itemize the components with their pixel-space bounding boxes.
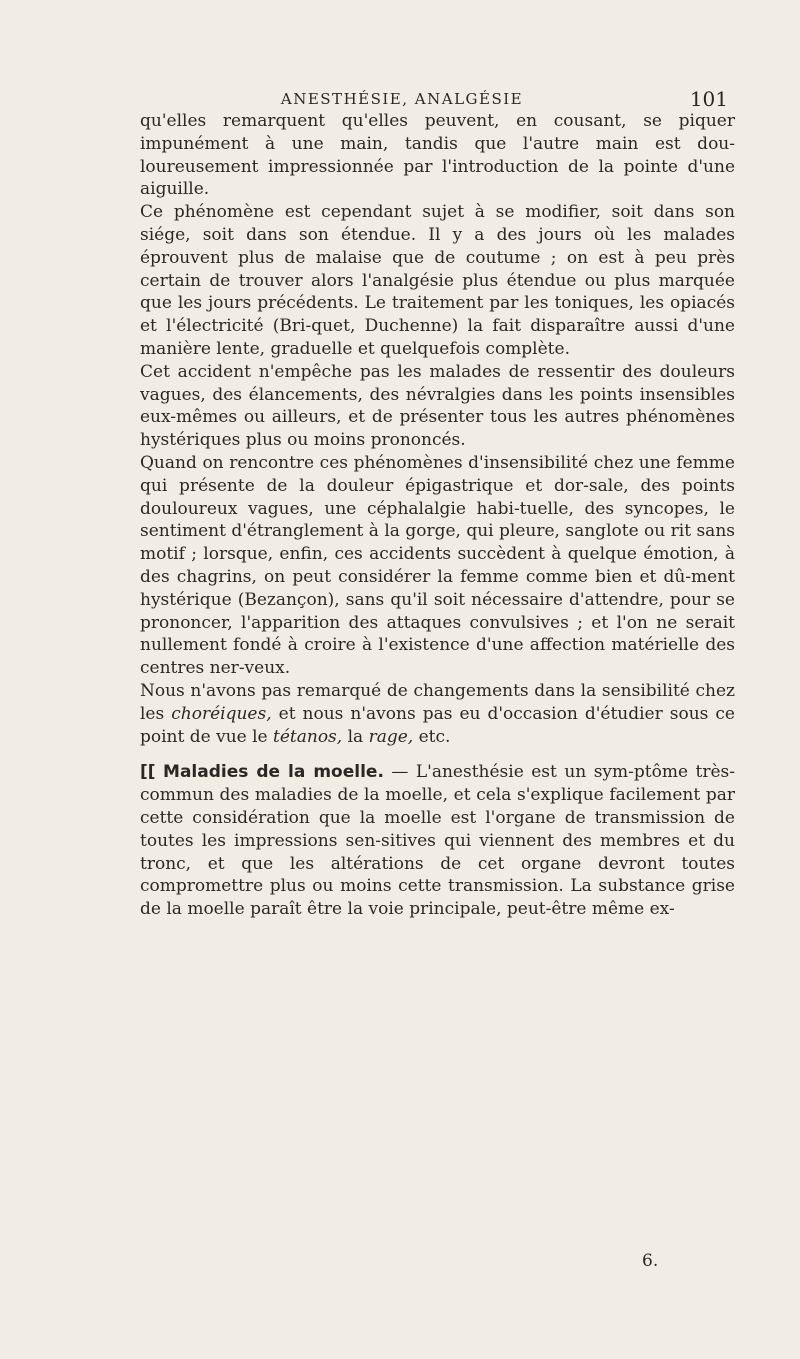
emphasis-tetanos: tétanos, — [273, 726, 343, 747]
section-title: Maladies de la moelle. — [163, 762, 384, 783]
paragraph-5-text-c: la — [342, 726, 369, 747]
section-paragraph — [140, 761, 735, 921]
emphasis-choreiques: choréiques, — [171, 703, 272, 724]
page-number: 101 — [689, 87, 728, 111]
body-text — [140, 110, 735, 921]
section-spacer — [140, 748, 735, 761]
paragraph-2: Ce phénomène est cependant sujet à se modifier, soit dans son siége, soit dans son étendue. Il y a des jours où les malades éprouvent plus de malaise que de coutume ; on est à peu près certain de trouver alors l'analgésie plus étendue ou plus marquée que les jours précédents. Le traitement par les toniques, les opiacés et l'électricité (Bri-quet, Duchenne) la fait disparaître aussi d'une manière lente, graduelle et quelquefois complète. — [140, 202, 735, 359]
signature-mark: 6. — [642, 1251, 659, 1271]
paragraph-1: qu'elles remarquent qu'elles peuvent, en cousant, se piquer impunément à une main, tandis que l'autre main est dou-loureusement impressionnée par l'introduction de la pointe d'une aiguille. — [140, 111, 735, 200]
emphasis-rage: rage, — [368, 726, 414, 747]
paragraph-5-text-d: etc. — [413, 726, 451, 747]
paragraph-4: Quand on rencontre ces phénomènes d'insensibilité chez une femme qui présente de la douleur épigastrique et dor-sale, des points douloureux vagues, une céphalalgie habi-tuelle, des syncopes, le sentiment d'étranglement à la gorge, qui pleure, sanglote ou rit sans motif ; lorsque, enfin, ces accidents succèdent à quelque émotion, à des chagrins, on peut considérer la femme comme bien et dû-ment hystérique (Bezançon), sans qu'il soit nécessaire d'attendre, pour se prononcer, l'apparition des attaques convulsives ; et l'on ne serait nullement fondé à croire à l'existence d'une affection matérielle des centres ner-veux. — [140, 452, 735, 679]
paragraph-5 — [140, 680, 735, 748]
section-marker: [[ — [140, 762, 156, 783]
paragraph-5-text-b: et nous n'avons pas eu d'occasion d'étudier sous ce point de vue le — [140, 703, 735, 747]
paragraph-3: Cet accident n'empêche pas les malades de ressentir des douleurs vagues, des élancements, des névralgies dans les points insensibles eux-mêmes ou ailleurs, et de présenter tous les autres phénomènes hystériques plus ou moins prononcés. — [140, 361, 735, 451]
section-text: — L'anesthésie est un sym-ptôme très-commun des maladies de la moelle, et cela s'explique facilement par cette considération que la moelle est l'organe de transmission de toutes les impressions sen-sitives qui viennent des membres et du tronc, et que les altérations de cet organe devront toutes compromettre plus ou moins cette transmission. La substance grise de la moelle paraît être la voie principale, peut-être même ex- — [140, 762, 735, 920]
paragraph-5-text-a: Nous n'avons pas remarqué de changements dans la sensibilité chez les — [140, 680, 735, 724]
running-head: ANESTHÉSIE, ANALGÉSIE — [280, 90, 524, 108]
